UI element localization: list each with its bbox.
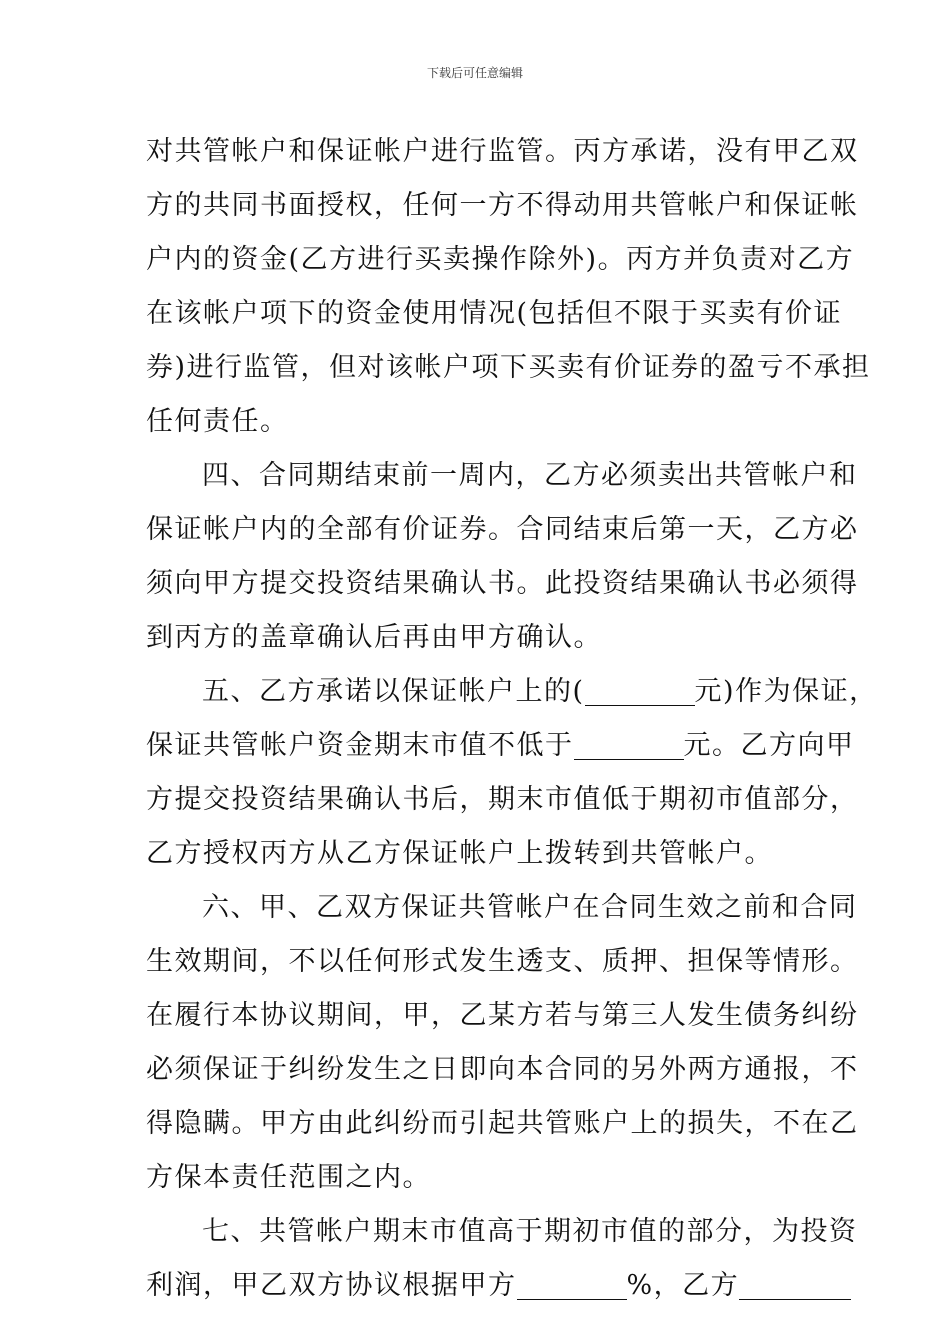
text-fragment: 保证共管帐户资金期末市值不低于 (146, 730, 574, 761)
text-line (146, 665, 878, 719)
text-line: 保证帐户内的全部有价证券。合同结束后第一天，乙方必 (146, 514, 859, 545)
party-a-share-blank[interactable] (517, 1265, 627, 1300)
text-line: 七、共管帐户期末市值高于期初市值的部分，为投资 (202, 1216, 858, 1247)
document-body (146, 125, 878, 1313)
paragraph-clause-six (146, 881, 859, 1205)
text-fragment: 利润，甲乙双方协议根据甲方 (146, 1270, 517, 1301)
page-header: 下载后可任意编辑 (426, 66, 523, 80)
text-line: 到丙方的盖章确认后再由甲方确认。 (146, 622, 602, 653)
text-line: 得隐瞒。甲方由此纠纷而引起共管账户上的损失，不在乙 (146, 1108, 859, 1139)
minimum-value-blank[interactable] (574, 725, 684, 760)
text-line: 四、合同期结束前一周内，乙方必须卖出共管帐户和 (202, 460, 858, 491)
text-line (146, 719, 855, 773)
text-line: 方提交投资结果确认书后，期末市值低于期初市值部分， (146, 784, 859, 815)
text-line: 六、甲、乙双方保证共管帐户在合同生效之前和合同 (202, 892, 858, 923)
text-line: 方的共同书面授权，任何一方不得动用共管帐户和保证帐 (146, 190, 859, 221)
paragraph-continued (146, 125, 871, 449)
text-line (146, 1259, 808, 1313)
text-line: 券)进行监管，但对该帐户项下买卖有价证券的盈亏不承担 (146, 352, 871, 383)
text-fragment: %，乙方 (626, 1270, 740, 1301)
text-line: 乙方授权丙方从乙方保证帐户上拨转到共管帐户。 (146, 838, 773, 869)
text-line: 生效期间，不以任何形式发生透支、质押、担保等情形。 (146, 946, 859, 977)
paragraph-clause-seven (146, 1205, 858, 1313)
text-fragment: 五、乙方承诺以保证帐户上的( (202, 676, 585, 707)
text-line: 对共管帐户和保证帐户进行监管。丙方承诺，没有甲乙双 (146, 136, 859, 167)
text-line: 须向甲方提交投资结果确认书。此投资结果确认书必须得 (146, 568, 859, 599)
text-line: 必须保证于纠纷发生之日即向本合同的另外两方通报，不 (146, 1054, 859, 1085)
text-line: 在履行本协议期间，甲，乙某方若与第三人发生债务纠纷 (146, 1000, 859, 1031)
paragraph-clause-four (146, 449, 859, 665)
text-line: 在该帐户项下的资金使用情况(包括但不限于买卖有价证 (146, 298, 843, 329)
text-line: 户内的资金(乙方进行买卖操作除外)。丙方并负责对乙方 (146, 244, 855, 275)
guarantee-amount-blank[interactable] (585, 671, 695, 706)
text-fragment: 元)作为保证， (694, 676, 878, 707)
text-line: 方保本责任范围之内。 (146, 1162, 431, 1193)
text-line: 任何责任。 (146, 406, 289, 437)
text-fragment: 元。乙方向甲 (683, 730, 855, 761)
paragraph-clause-five (146, 665, 878, 881)
party-b-share-blank[interactable] (739, 1265, 851, 1300)
